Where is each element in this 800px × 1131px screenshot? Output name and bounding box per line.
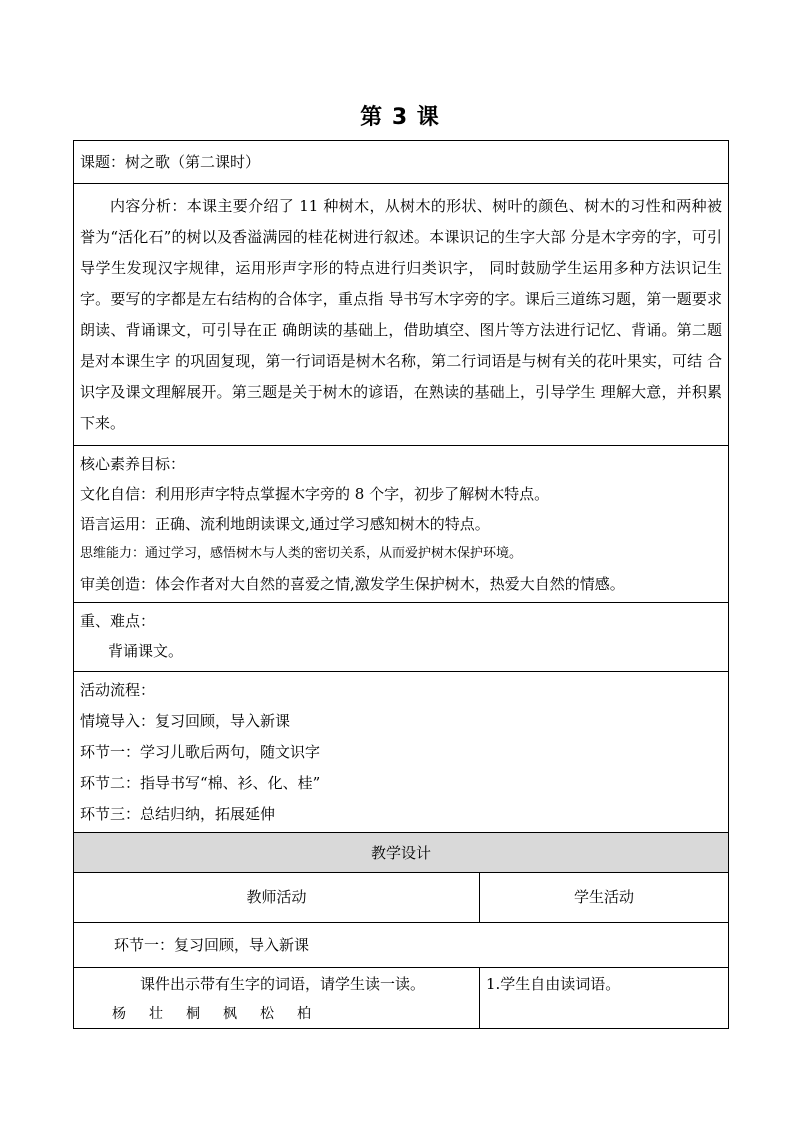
analysis-text: 内容分析：本课主要介绍了 11 种树木，从树木的形状、树叶的颜色、树木的习性和两种被誉为“活化石”的树以及香溢满园的桂花树进行叙述。本课识记的生字大部 分是木字旁的字，可引导学生发现汉字规律，运用形声字形的特点进行归类识字， 同时鼓励学生运用多种方法识记生字。要写的字都是左右结构的合体字，重点指 导书写木字旁的字。课后三道练习题，第一题要求朗读、背诵课文，可引导在正 确朗读的基础上，借助填空、图片等方法进行记忆、背诵。第二题是对本课生字 的巩固复现，第一行词语是树木名称，第二行词语是与树有关的花叶果实，可结 合识字及课文理解展开。第三题是关于树木的谚语，在熟读的基础上，引导学生 理解大意，并积累下来。 xyxy=(80,197,722,432)
student-activity-text: 1.学生自由读词语。 xyxy=(486,975,621,993)
section-row xyxy=(74,923,728,968)
teacher-activity-text: 课件出示带有生字的词语，请学生读一读。 xyxy=(140,975,426,993)
vocab-char: 柏 xyxy=(297,1006,312,1022)
analysis-row xyxy=(74,184,728,446)
design-heading: 教学设计 xyxy=(370,844,431,862)
section-title: 环节一：复习回顾，导入新课 xyxy=(114,936,310,954)
goal-language: 语言运用：正确、流利地朗读课文,通过学习感知树木的特点。 xyxy=(80,515,490,533)
page-title: 第 3 课 xyxy=(360,105,440,130)
topic-text: 课题：树之歌（第二课时） xyxy=(80,153,261,171)
vocab-char: 枫 xyxy=(223,1006,238,1022)
activity-row xyxy=(74,968,728,1028)
goal-aesthetic: 审美创造：体会作者对大自然的喜爱之情,激发学生保护树木，热爱大自然的情感。 xyxy=(80,575,625,593)
key-points-content: 背诵课文。 xyxy=(108,642,184,660)
flow-item: 环节三：总结归纳，拓展延伸 xyxy=(80,805,276,823)
vocab-char: 松 xyxy=(260,1006,275,1022)
goals-row xyxy=(74,446,728,603)
teacher-column-header: 教师活动 xyxy=(74,873,480,922)
lesson-table xyxy=(73,140,729,1029)
goal-culture: 文化自信：利用形声字特点掌握木字旁的 8 个字，初步了解树木特点。 xyxy=(80,485,550,503)
goals-heading: 核心素养目标： xyxy=(80,455,186,473)
flow-item: 环节一：学习儿歌后两句，随文识字 xyxy=(80,743,321,761)
key-points-heading: 重、难点： xyxy=(80,612,156,630)
vocab-char: 桐 xyxy=(186,1006,201,1022)
topic-row xyxy=(74,141,728,184)
vocab-char: 壮 xyxy=(149,1006,164,1022)
flow-item: 环节二：指导书写“棉、衫、化、桂” xyxy=(80,774,321,792)
column-header-row xyxy=(74,873,728,923)
flow-item: 情境导入：复习回顾，导入新课 xyxy=(80,712,291,730)
student-activity-cell xyxy=(480,968,728,1028)
vocab-char: 杨 xyxy=(112,1006,127,1022)
teacher-activity-cell xyxy=(74,968,480,1028)
key-points-row xyxy=(74,603,728,672)
student-column-header: 学生活动 xyxy=(573,888,634,906)
flow-row xyxy=(74,672,728,833)
vocab-chars xyxy=(74,1000,479,1028)
flow-heading: 活动流程： xyxy=(80,681,156,699)
goal-thinking: 思维能力：通过学习，感悟树木与人类的密切关系，从而爱护树木保护环境。 xyxy=(80,546,523,561)
design-heading-row xyxy=(74,833,728,873)
